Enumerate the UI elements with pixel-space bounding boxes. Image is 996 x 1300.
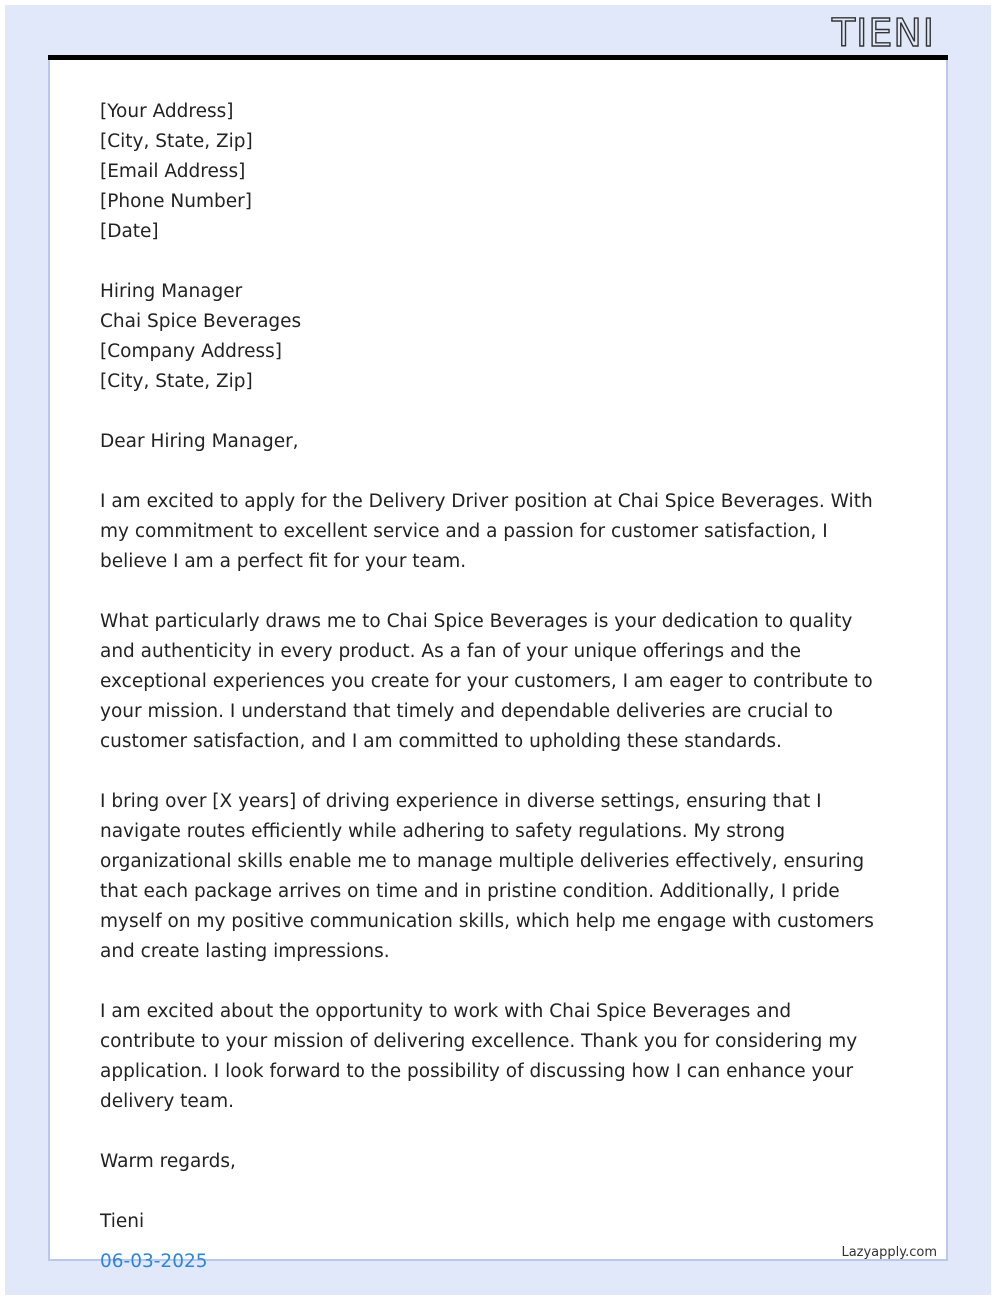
brand-logo: TIENI <box>831 11 935 55</box>
paragraph-closing: I am excited about the opportunity to work with Chai Spice Beverages and contribute to your mission of delivering excellence. Thank you for considering my application. I look forward to the possibility of discussing how I can enhance your delivery team. <box>100 1001 858 1112</box>
salutation: Dear Hiring Manager, <box>100 431 299 452</box>
letter-body <box>100 97 900 1277</box>
paragraph-intro: I am excited to apply for the Delivery Driver position at Chai Spice Beverages. With my commitment to excellent service and a passion for customer satisfaction, I believe I am a perfect fit for your team. <box>100 491 873 572</box>
sender-phone: [Phone Number] <box>100 191 252 212</box>
signature: Tieni <box>100 1211 145 1232</box>
recipient-city: [City, State, Zip] <box>100 371 253 392</box>
sender-email: [Email Address] <box>100 161 246 182</box>
recipient-name: Hiring Manager <box>100 281 243 302</box>
paragraph-motivation: What particularly draws me to Chai Spice Beverages is your dedication to quality and authenticity in every product. As a fan of your unique offerings and the exceptional experiences you create for your customers, I am eager to contribute to your mission. I understand that timely and dependable deliveries are crucial to customer satisfaction, and I am committed to upholding these standards. <box>100 611 873 752</box>
footer-brand: Lazyapply.com <box>841 1245 937 1260</box>
letter-date: 06-03-2025 <box>100 1251 208 1272</box>
recipient-address: [Company Address] <box>100 341 283 362</box>
recipient-company: Chai Spice Beverages <box>100 311 302 332</box>
recipient-block <box>100 277 900 397</box>
sender-date: [Date] <box>100 221 159 242</box>
paragraph-experience: I bring over [X years] of driving experience in diverse settings, ensuring that I navigate routes efficiently while adhering to safety regulations. My strong organizational skills enable me to manage multiple deliveries effectively, ensuring that each package arrives on time and in pristine condition. Additionally, I pride myself on my positive communication skills, which help me engage with customers and create lasting impressions. <box>100 791 874 962</box>
sender-block <box>100 97 900 247</box>
closing: Warm regards, <box>100 1151 236 1172</box>
sender-address: [Your Address] <box>100 101 234 122</box>
sender-city: [City, State, Zip] <box>100 131 253 152</box>
